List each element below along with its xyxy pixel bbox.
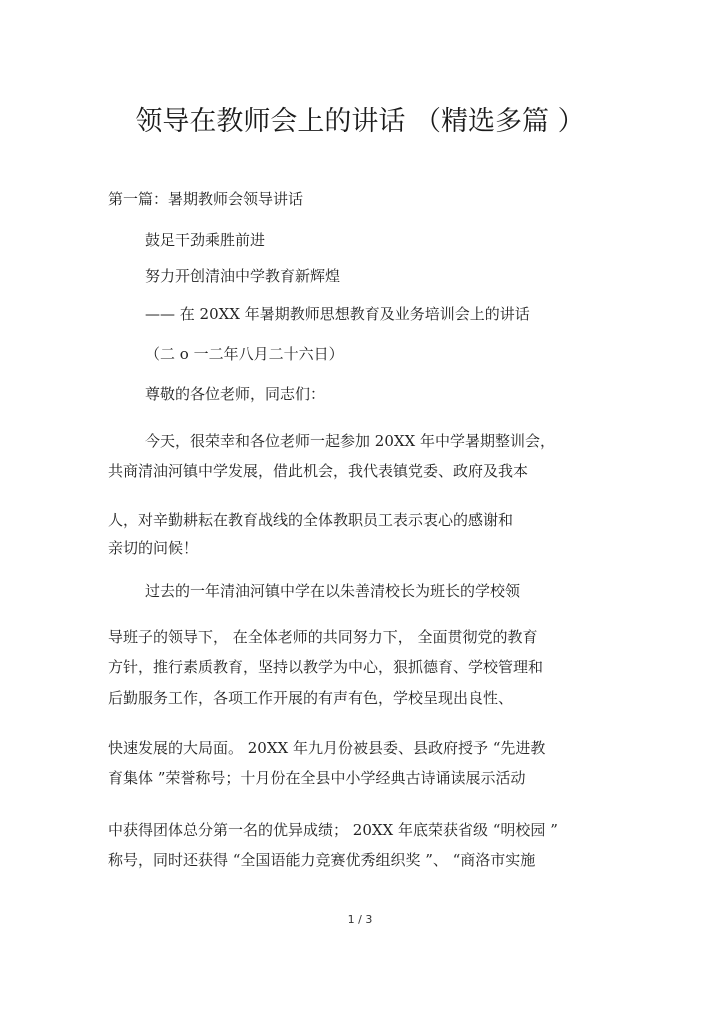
subtitle-line: —— 在 20XX 年暑期教师思想教育及业务培训会上的讲话 bbox=[145, 305, 530, 323]
body-line: 方针，推行素质教育，坚持以教学为中心，狠抓德育、学校管理和 bbox=[108, 658, 544, 676]
body-line: 人，对辛勤耕耘在教育战线的全体教职员工表示衷心的感谢和 bbox=[108, 511, 514, 529]
body-line: 育集体 ”荣誉称号；十月份在全县中小学经典古诗诵读展示活动 bbox=[108, 769, 526, 787]
body-line: 快速发展的大局面。 20XX 年九月份被县委、县政府授予 “先进教 bbox=[108, 739, 546, 757]
body-line: 过去的一年清油河镇中学在以朱善清校长为班长的学校领 bbox=[145, 582, 521, 600]
subtitle-line: 鼓足干劲乘胜前进 bbox=[145, 231, 266, 249]
body-line: 称号，同时还获得 “全国语能力竞赛优秀组织奖 ”、 “商洛市实施 bbox=[108, 851, 536, 869]
document-title: 领导在教师会上的讲话 （精选多篇 ） bbox=[135, 106, 585, 137]
body-line: 今天，很荣幸和各位老师一起参加 20XX 年中学暑期整训会， bbox=[145, 432, 555, 450]
salutation: 尊敬的各位老师，同志们： bbox=[145, 385, 326, 403]
subtitle-line: 努力开创清油中学教育新辉煌 bbox=[145, 267, 341, 285]
body-line: 共商清油河镇中学发展，借此机会，我代表镇党委、政府及我本 bbox=[108, 462, 529, 480]
date-line: （二 o 一二年八月二十六日） bbox=[145, 345, 344, 363]
body-line: 后勤服务工作，各项工作开展的有声有色，学校呈现出良性、 bbox=[108, 689, 514, 707]
page-indicator: 1 / 3 bbox=[347, 913, 373, 926]
body-line: 亲切的问候！ bbox=[108, 539, 199, 557]
body-line: 导班子的领导下， 在全体老师的共同努力下， 全面贯彻党的教育 bbox=[108, 628, 538, 646]
body-line: 中获得团体总分第一名的优异成绩； 20XX 年底荣获省级 “明校园 ” bbox=[108, 821, 558, 839]
section-heading: 第一篇：暑期教师会领导讲话 bbox=[108, 190, 304, 208]
